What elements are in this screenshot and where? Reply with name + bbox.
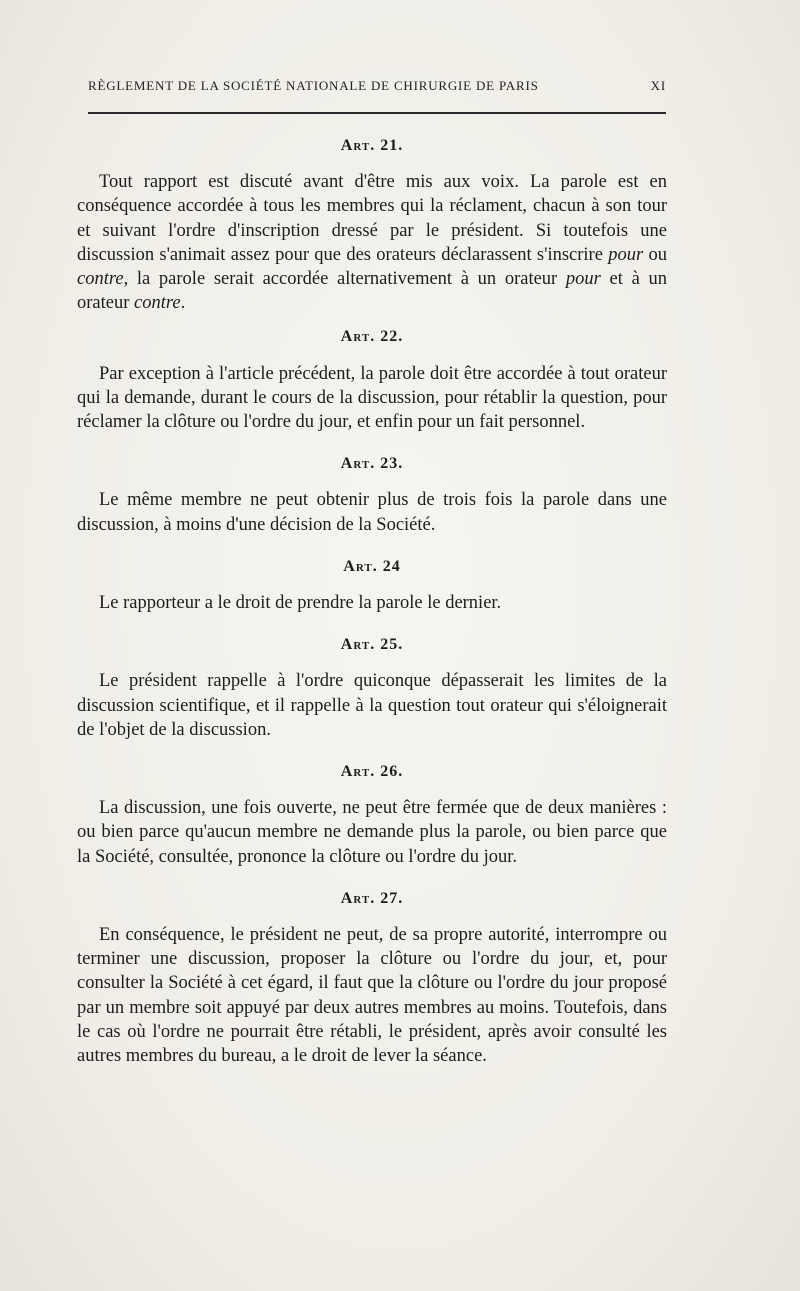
article-23-heading: Art. 23. bbox=[340, 455, 404, 473]
article-24-heading: Art. 24 bbox=[343, 557, 401, 575]
page-number: XI bbox=[650, 78, 666, 93]
running-head-title: RÈGLEMENT DE LA SOCIÉTÉ NATIONALE DE CHIRURGIE DE PARIS bbox=[88, 78, 539, 93]
article-27-heading: Art. 27. bbox=[340, 889, 404, 907]
article-27-text: En conséquence, le président ne peut, de sa propre autorité, interrompre ou terminer une discussion, proposer la clôture ou l'ordre du jour, et, pour consulter la Société à cet égard, il faut que la clôture ou l'ordre du jour proposé par un membre soit appuyé par deux autres membres au moins. Toutefois, dans le cas où l'ordre ne pourrait être rétabli, le président, après avoir consulté les autres membres du bureau, a le droit de lever la séance. bbox=[77, 925, 667, 1067]
article-25-heading: Art. 25. bbox=[340, 636, 404, 654]
article-24-text: Le rapporteur a le droit de prendre la parole le dernier. bbox=[99, 593, 502, 614]
article-26-text: La discussion, une fois ouverte, ne peut être fermée que de deux manières : ou bien parce qu'aucun membre ne demande plus la parole, ou bien parce que la Société, consultée, prononce la clôture ou l'ordre du jour. bbox=[77, 798, 667, 867]
article-21-heading: Art. 21. bbox=[340, 137, 404, 154]
article-22-text: Par exception à l'article précédent, la parole doit être accordée à tout orateur qui la demande, durant le cours de la discussion, pour rétablir la question, pour réclamer la clôture ou l'ordre du jour, et enfin pour un fait personnel. bbox=[77, 363, 667, 433]
article-22-heading: Art. 22. bbox=[340, 328, 404, 346]
article-25-text: Le président rappelle à l'ordre quiconque dépasserait les limites de la discussion scientifique, et il rappelle à la question tout orateur qui s'éloignerait de l'objet de la discussion. bbox=[77, 671, 667, 740]
running-head bbox=[88, 78, 666, 94]
article-21-text: Tout rapport est discuté avant d'être mis aux voix. La parole est en conséquence accordée à tous les membres qui la réclament, chacun à son tour et suivant l'ordre d'inscription dressé par le président. Si toutefois une discussion s'animait assez pour que des orateurs déclarassent s'inscrire pour ou contre, la parole serait accordée alternativement à un orateur pour et à un orateur contre. bbox=[77, 172, 668, 314]
article-26-heading: Art. 26. bbox=[340, 763, 404, 781]
header-rule bbox=[88, 112, 666, 114]
body-text bbox=[77, 134, 667, 1068]
article-23-text: Le même membre ne peut obtenir plus de trois fois la parole dans une discussion, à moins d'une décision de la Société. bbox=[77, 490, 667, 535]
